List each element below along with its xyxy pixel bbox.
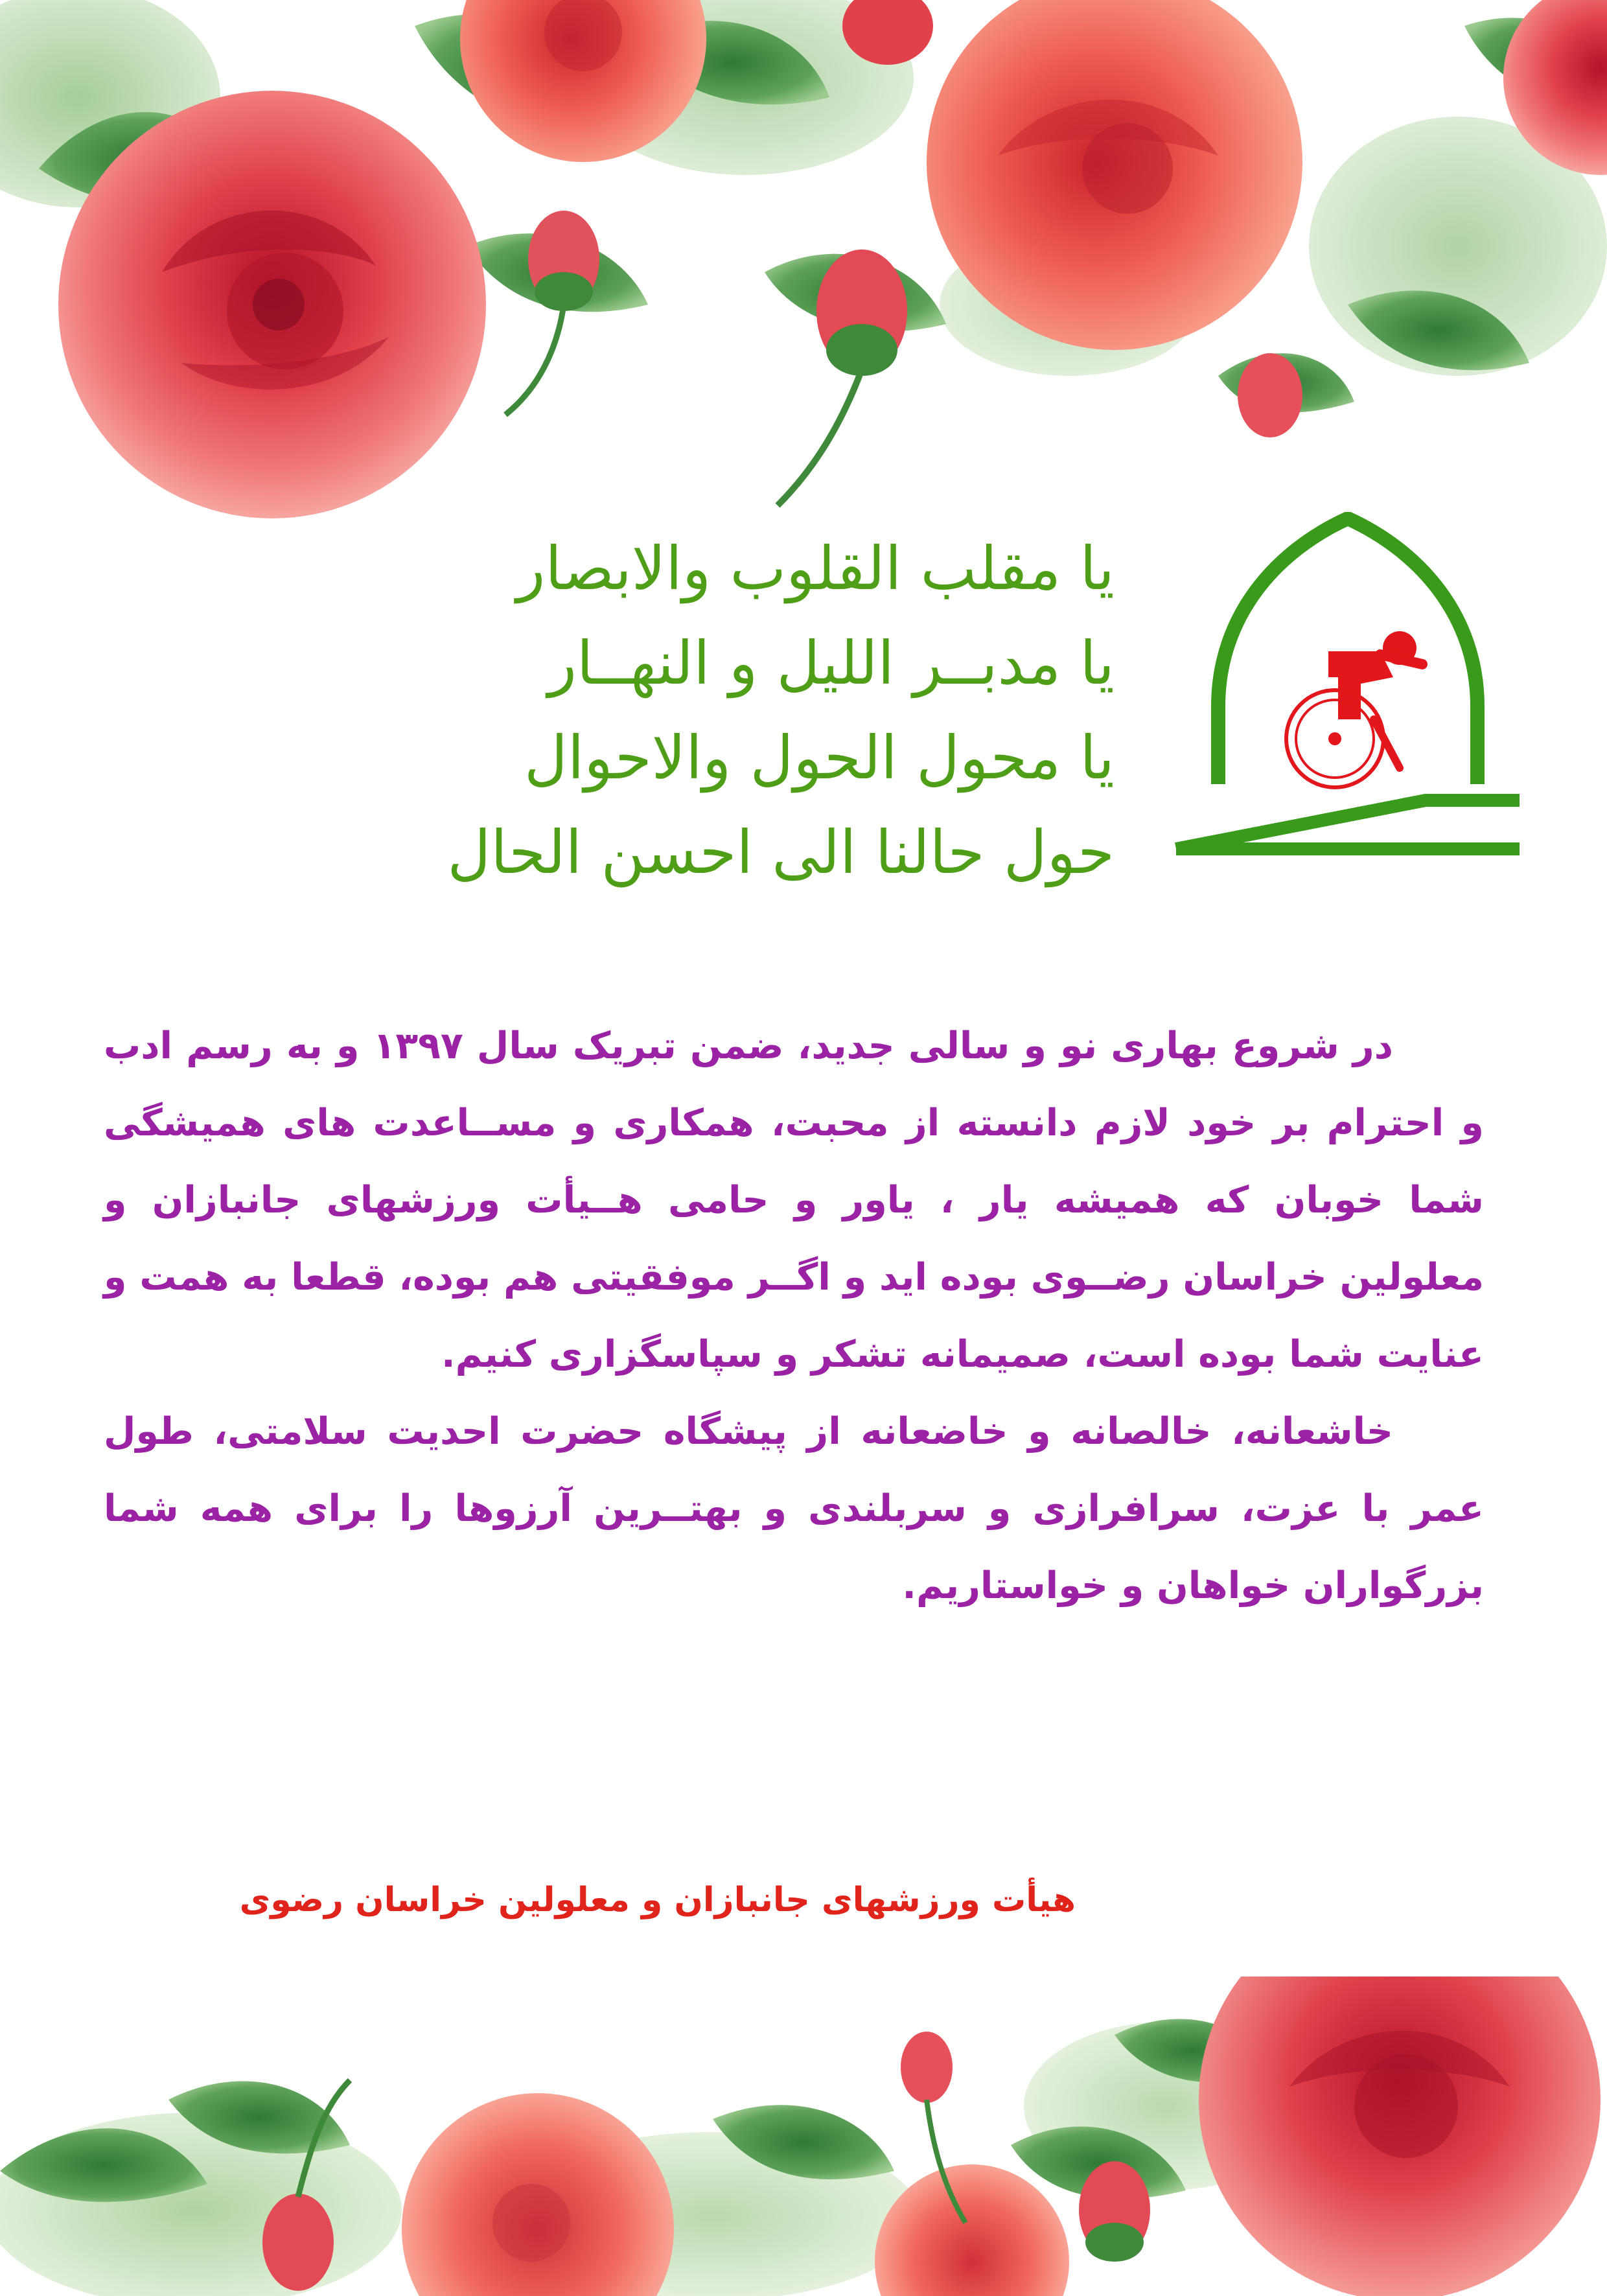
rose-bouquet-bottom (0, 1938, 1607, 2296)
prayer-line: حول حالنا الی احسن الحال (447, 818, 1115, 887)
prayer-verse (272, 522, 1115, 900)
greeting-message (104, 1008, 1484, 1625)
rose-bouquet-top (0, 0, 1607, 596)
organization-signature: هیأت ورزشهای جانبازان و معلولین خراسان رضوی (239, 1881, 1076, 1919)
message-paragraph: خاشعانه، خالصانه و خاضعانه از پیشگاه حضرت احدیت سلامتی، طول عمر با عزت، سرافرازی و سربلندی و بهتــرین آرزوها را برای همه شما بزرگواران خواهان و خواستاریم. (104, 1410, 1484, 1607)
prayer-line: یا محول الحول والاحوال (524, 723, 1115, 793)
prayer-line: یا مدبــر اللیل و النهــار (548, 629, 1115, 698)
message-paragraph: در شروع بهاری نو و سالی جدید، ضمن تبریک سال ۱۳۹۷ و به رسم ادب و احترام بر خود لازم دانسته از محبت، همکاری و مســاعدت های همیشگی شما خوبان که همیشه یار ، یاور و حامی هــیأت ورزشهای جانبازان و معلولین خراسان رضــوی بوده اید و اگــر موفقیتی هم بوده، قطعا به همت و عنایت شما بوده است، صمیمانه تشکر و سپاسگزاری کنیم. (104, 1025, 1484, 1376)
wheelchair-athlete-logo-icon (1166, 512, 1529, 875)
prayer-line: یا مقلب القلوب والابصار (516, 534, 1115, 603)
